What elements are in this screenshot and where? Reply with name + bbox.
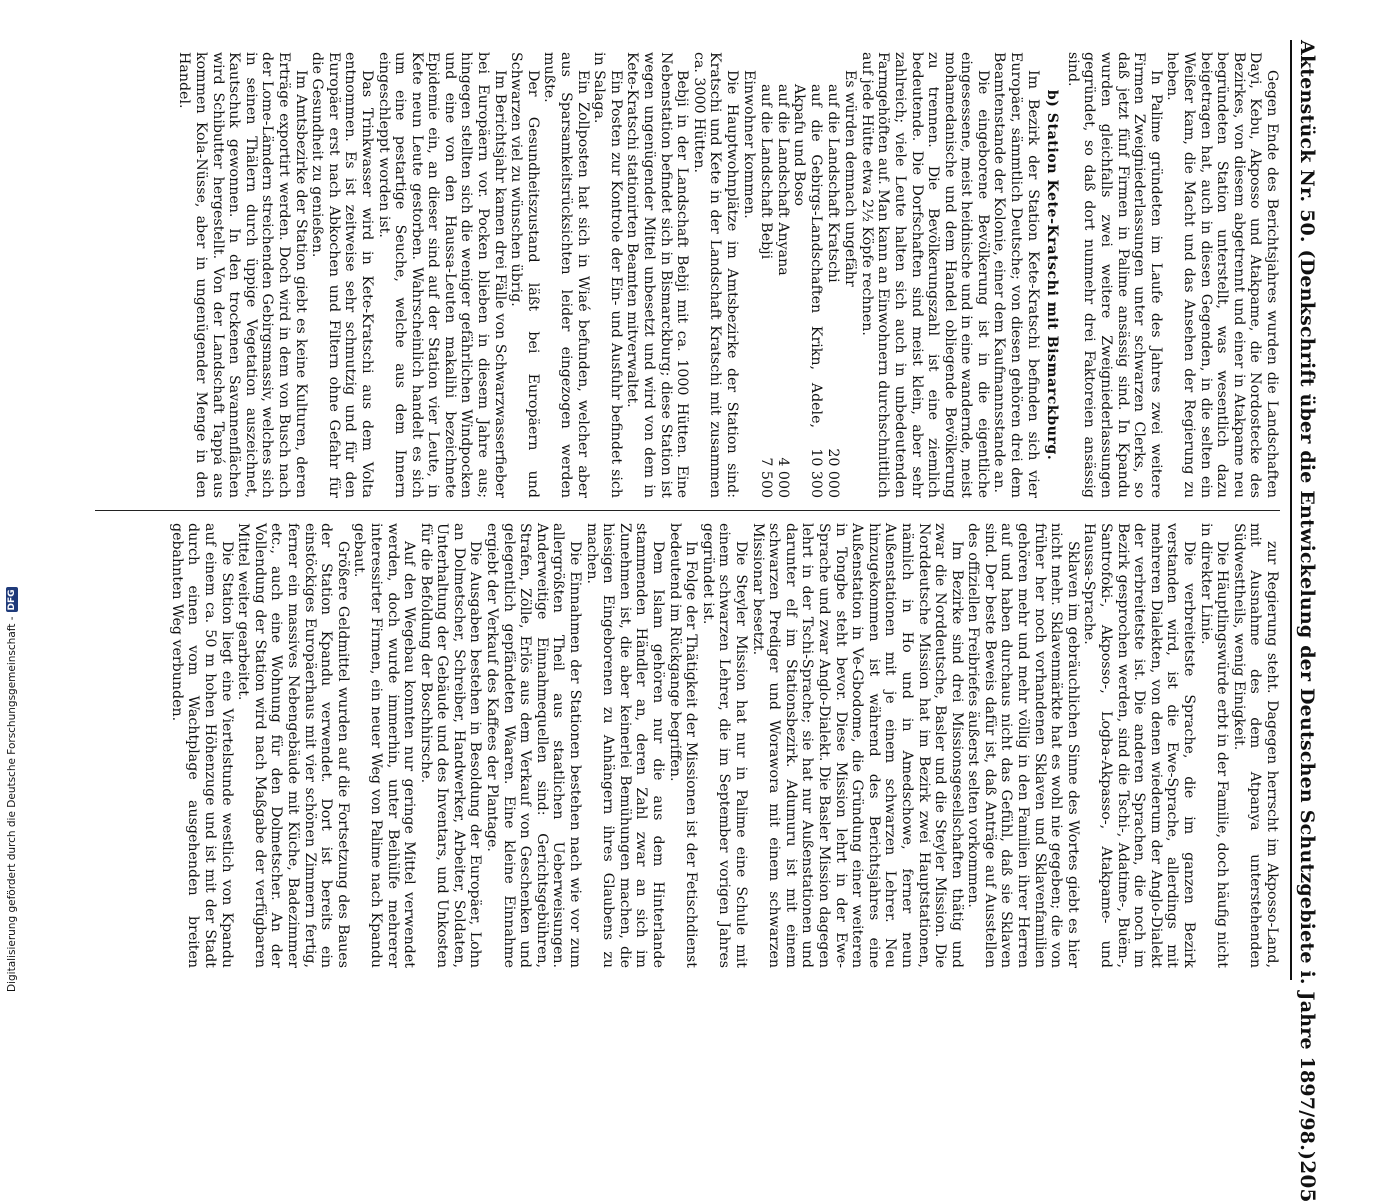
paragraph: Das Trinkwasser wird in Kete-Kratschi aus dem Volta entnommen. Es ist zeitweise sehr schmutzig und für den Europäer erst nach Abkochen und Filtern ohne Gefahr für die Gesundheit zu genießen. (309, 52, 375, 498)
table-cell-count: 4 000 (774, 457, 791, 498)
printed-page (88, 40, 1320, 1203)
digitization-credit (4, 12, 20, 992)
table-cell-place: auf die Landschaft Bebji (758, 84, 775, 260)
population-table (758, 52, 841, 498)
table-cell-place: auf die Landschaft Kratschi (824, 84, 841, 283)
paragraph: Dem Islam gehören nur die aus dem Hinterlande stammenden Händler an, deren Zahl zwar an sich im Zunehmen ist, die aber keinerlei Bemühungen machen, die hiesigen Eingeborenen zu Anhängern ihres Glaubens zu machen. (583, 523, 667, 968)
paragraph: In Palime gründeten im Laufe des Jahres zwei weitere Firmen Zweigniederlassungen unter schwarzen Clerks, so daß jetzt fünf Firmen in Palime ansässig sind. In Kpandu wurden gleichfalls zwei weitere Zweigniederlassungen gegründet, so daß dort nunmehr drei Faktoreien ansässig sind. (1064, 52, 1164, 498)
paragraph: Die Station liegt eine Viertelstunde westlich von Kpandu auf einem ca. 50 m hohen Höhenzuge und ist mit der Stadt durch einen vom Wachtplage ausgehenden breiten gebahnten Weg verbunden. (168, 523, 235, 968)
paragraph: zur Regierung steht. Dagegen herrscht im Akposso-Land, mit Ausnahme des dem Atpanya unterstehenden Südwesttheils, wenig Einigkeit. (1230, 523, 1280, 968)
credit-strip (0, 0, 22, 1000)
left-column (95, 40, 1280, 510)
paragraph: Einwohner kommen. (740, 70, 757, 219)
paragraph: In Folge der Thätigkeit der Missionen ist der Fetischdienst bedeutend im Rückgange begriffen. (666, 523, 700, 968)
paragraph: Gegen Ende des Berichtsjahres wurden die Landschaften Dayi, Kebu, Akposso und Atakpame, die Nordostecke des Bezirkes, von diesem abgetrennt und einer in Atakpame neu begründeten Station unterstellt, was wesentlich dazu beigetragen hat, auch in diesen Gegenden, in die selten ein Weißer kam, die Macht und das Ansehen der Regierung zu heben. (1164, 52, 1280, 498)
dfg-logo-icon: DFG (7, 589, 17, 611)
table-cell-count: 20 000 (824, 448, 841, 498)
table-row (791, 52, 824, 498)
paragraph: Größere Geldmittel wurden auf die Fortsetzung des Baues der Station Kpandu verwendet. Dort ist bereits ein einstöckiges Europäerhaus mit vier schönen Zimmern fertig, ferner ein massives Nebengebäude mit Küche, Badezimmer etc., auch eine Wohnung für den Dolmetscher. An der Vollendung der Station wird nach Maßgabe der verfügbaren Mittel weiter gearbeitet. (235, 523, 351, 968)
running-head (1290, 40, 1320, 1203)
right-column (95, 510, 1280, 980)
paragraph: Ein Posten zur Kontrole der Ein- und Ausfuhr befindet sich in Salaga. (591, 52, 624, 498)
paragraph: Im Amtsbezirke der Station giebt es keine Kulturen, deren Erträge exportirt werden. Doch wird in dem von Busch nach der Lome-Lämdern streichenden Gebirgsmassiv, welches sich in seinen Thälern durch üppige Vegetation auszeichnet, Kautschuk gewonnen. In den trockenen Savannenflächen wird Schibutter hergestellt. Von der Landschaft Tappá aus kommen Kola-Nüsse, aber in ungenügender Menge in den Handel. (176, 52, 309, 498)
paragraph: Im Bezirke sind drei Missionsgesellschaften thätig und zwar die Norddeutsche, Basler und die Steyler Mission. Die Norddeutsche Mission hat im Bezirk zwei Hauptstationen, nämlich in Ho und in Amedschowe, ferner neun Außenstationen mit je einem schwarzen Lehrer. Neu hinzugekommen ist während des Berichtsjahres eine Außenstation in Ve-Gbodome, die Gründung einer weiteren in Tongbe steht bevor. Diese Mission lehrt in der Ewe-Sprache und zwar Anglo-Dialekt. Die Basler Mission dagegen lehrt in der Tschi-Sprache; sie hat nur Außenstationen und darunter elf im Stationsbezirk. Adumuru ist mit einem schwarzen Prediger und Worawora mit einem schwarzen Missionar besetzt. (749, 523, 965, 968)
table-cell-place: auf die Landschaft Anyana (774, 84, 791, 276)
paragraph: Im Bezirk der Station Kete-Kratschi befinden sich vier Europäer, sämmtlich Deutsche; von diesen gehören drei dem Beamtenstande der Kolonie, einer dem Kaufmannsstande an. (991, 52, 1041, 498)
table-row (758, 52, 775, 498)
table-cell-count: 7 500 (758, 457, 775, 498)
paragraph: Der Gesundheitszustand läßt bei Europäern und Schwarzen viel zu wünschen übrig. (508, 52, 541, 498)
paragraph: Die Einnahmen der Stationen bestehen nach wie vor zum allergrößten Theil aus staatlichen Ueberweisungen. Anderweitige Einnahmequellen sind: Gerichtsgebühren, Strafen, Zölle, Erlös aus dem Verkauf von Geschenken und gelegentlich gepfändeten Waaren. Eine kleine Einnahme ergiebt der Verkauf des Kaffees der Plantage. (484, 523, 584, 968)
page-number: 205 (1296, 1160, 1320, 1203)
paragraph: Auf den Wegebau konnten nur geringe Mittel verwendet werden, doch wurde immerhin, unter Beihülfe mehrerer interessirter Firmen, ein neuer Weg von Palime nach Kpandu gebaut. (351, 523, 418, 968)
paragraph: Die Häuptlingswürde erbt in der Familie, doch häufig nicht in direkter Linie. (1197, 523, 1231, 968)
paragraph: Sklaven im gebräuchlichen Sinne des Wortes giebt es hier nicht mehr. Sklavenmärkte hat es wohl nie gegeben; die von früher her noch vorhandenen Sklaven und Sklavenfamilien gehören mehr und mehr völlig in den Familien ihrer Herren auf und haben durchaus nicht das Gefühl, daß sie Sklaven sind. Der beste Beweis dafür ist, daß Anträge auf Ausstellen des offiziellen Freibriefes äußerst selten vorkommen. (965, 523, 1081, 968)
text-columns (95, 40, 1280, 980)
paragraph: Die verbreitetste Sprache, die im ganzen Bezirk verstanden wird, ist die Ewe-Sprache, allerdings mit mehreren Dialekten, von denen wiederum der Anglo-Dialekt der verbreitetste ist. Die anderen Sprachen, die noch im Bezirk gesprochen werden, sind die Tschi-, Adatime-, Buëm-, Santrofoki-, Akposso-, Logba-Akpasso-, Atakpame- und Haussa-Sprache. (1081, 523, 1198, 968)
running-title: Aktenstück Nr. 50. (Denkschrift über die Entwickelung der Deutschen Schutzgebiete i. Jahre 1897/98.) (1296, 40, 1318, 1161)
paragraph: Die Hauptwohnplätze im Amtsbezirke der Station sind: Kratschi und Kete in der Landschaft Kratschi mit zusammen ca. 3000 Hütten. (690, 52, 740, 498)
section-heading: b) Station Kete-Kratschi mit Bismarckburg. (1044, 89, 1061, 461)
table-cell-count: 10 300 (807, 448, 824, 498)
table-cell-place: auf die Gebirgs-Landschaften Krikn, Adele, Akpafu und Boso (791, 84, 824, 428)
table-row (824, 52, 841, 498)
paragraph: Die Ausgaben bestehen in Besoldung der Europäer, Lohn an Dolmetscher, Schreiber, Handwerker, Arbeiter, Soldaten, Unterhaltung der Gebäude und des Inventars, und Unkosten für die Befoldung der Boschhirsche. (417, 523, 484, 968)
paragraph: Es würden demnach ungefähr (842, 70, 859, 287)
paragraph: Ein Zollposten hat sich in Wiaé befunden, welcher aber aus Sparsamkeitsrücksichten leider eingezogen werden mußte. (541, 52, 591, 498)
paragraph: Die Steyler Mission hat nur in Palime eine Schule mit einem schwarzen Lehrer, die im September vorigen Jahres gegründet ist. (699, 523, 749, 968)
paragraph: Im Berichtsjahr kamen drei Fälle von Schwarzwasserfieber bei Europäern vor. Pocken blieben in diesem Jahre aus; hingegen stellten sich die weniger gefährlichen Windpocken und eine von den Haussa-Leuten makalihi bezeichnete Epidemie ein, an dieser sind auf der Station vier Leute, in Kete neun Leute gestorben. Wahrscheinlich handelt es sich um eine pestartige Seuche, welche aus dem Innern eingeschleppt worden ist. (375, 52, 508, 498)
paragraph: Die eingeborene Bevölkerung ist in die eigentliche eingesessene, meist heidnische und in eine wandernde, meist mohamedanische und dem Handel obliegende Bevölkerung zu trennen. Die Bevölkerungszahl ist eine ziemlich bedeutende. Die Dorfschaften sind meist klein, aber sehr zahlreich; viele Leute halten sich auch in unbedeutenden Farmgehöften auf. Man kann an Einwohnern durchschnittlich auf jede Hütte etwa 2½ Köpfe rechnen. (858, 52, 991, 498)
table-row (774, 52, 791, 498)
paragraph: Bebji in der Landschaft Bebji mit ca. 1000 Hütten. Eine Nebenstation befindet sich in Bismarckburg; diese Station ist wegen ungenügender Mittel unbesetzt und wird von dem in Kete-Kratschi stationirten Beamten mitverwaltet. (624, 52, 691, 498)
credit-label: Digitalisierung gefördert durch die Deutsche Forschungsgemeinschaft - (6, 616, 18, 992)
